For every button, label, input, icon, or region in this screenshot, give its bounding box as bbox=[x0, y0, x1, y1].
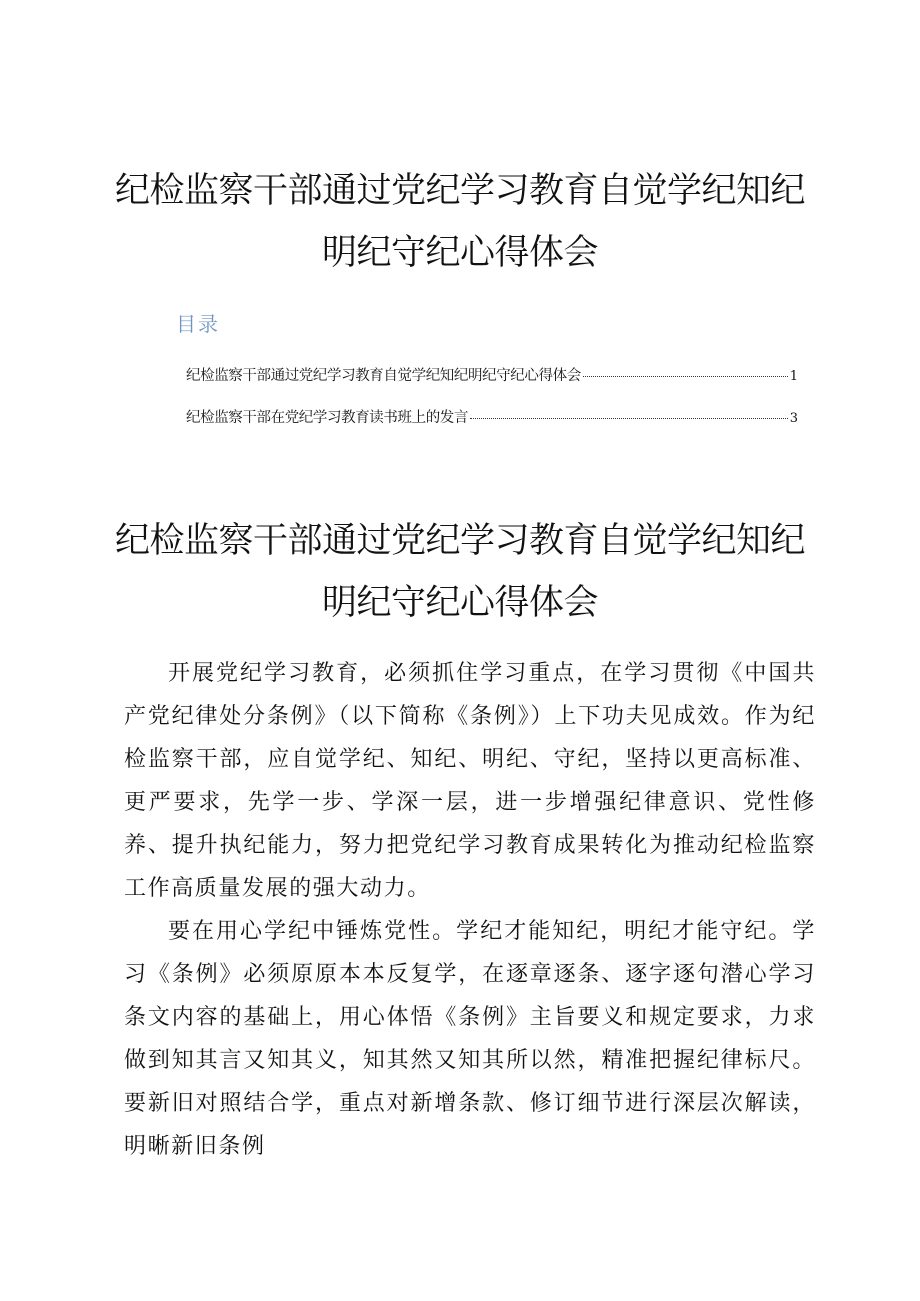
toc-heading: 目录 bbox=[176, 312, 220, 336]
section-title bbox=[110, 510, 810, 634]
document-title-line-1: 纪检监察干部通过党纪学习教育自觉学纪知纪 bbox=[114, 171, 805, 211]
section-title-line-2: 明纪守纪心得体会 bbox=[321, 583, 598, 623]
toc-dot-leader bbox=[470, 418, 788, 419]
toc-page-number: 3 bbox=[789, 411, 798, 426]
toc-entry-2[interactable] bbox=[186, 406, 798, 448]
document-title-line-2: 明纪守纪心得体会 bbox=[321, 233, 598, 273]
toc-page-number: 1 bbox=[789, 369, 798, 384]
paragraph-2: 要在用心学纪中锤炼党性。学纪才能知纪，明纪才能守纪。学习《条例》必须原原本本反复学，在逐章逐条、逐字逐句潜心学习条文内容的基础上，用心体悟《条例》主旨要义和规定要求，力求做到知其言又知其义，知其然又知其所以然，精准把握纪律标尺。要新旧对照结合学，重点对新增条款、修订细节进行深层次解读，明晰新旧条例 bbox=[124, 919, 816, 1159]
paragraph-1: 开展党纪学习教育，必须抓住学习重点，在学习贯彻《中国共产党纪律处分条例》（以下简称《条例》）上下功夫见成效。作为纪检监察干部，应自觉学纪、知纪、明纪、守纪，坚持以更高标准、更严要求，先学一步、学深一层，进一步增强纪律意识、党性修养、提升执纪能力，努力把党纪学习教育成果转化为推动纪检监察工作高质量发展的强大动力。 bbox=[124, 661, 816, 901]
table-of-contents bbox=[186, 364, 798, 448]
toc-dot-leader bbox=[583, 376, 788, 377]
toc-entry-text[interactable]: 纪检监察干部在党纪学习教育读书班上的发言 bbox=[186, 410, 468, 426]
toc-entry-1[interactable] bbox=[186, 364, 798, 406]
document-title bbox=[110, 160, 810, 284]
toc-entry-text[interactable]: 纪检监察干部通过党纪学习教育自觉学纪知纪明纪守纪心得体会 bbox=[186, 368, 581, 384]
body-text bbox=[124, 652, 816, 1168]
section-title-line-1: 纪检监察干部通过党纪学习教育自觉学纪知纪 bbox=[114, 521, 805, 561]
